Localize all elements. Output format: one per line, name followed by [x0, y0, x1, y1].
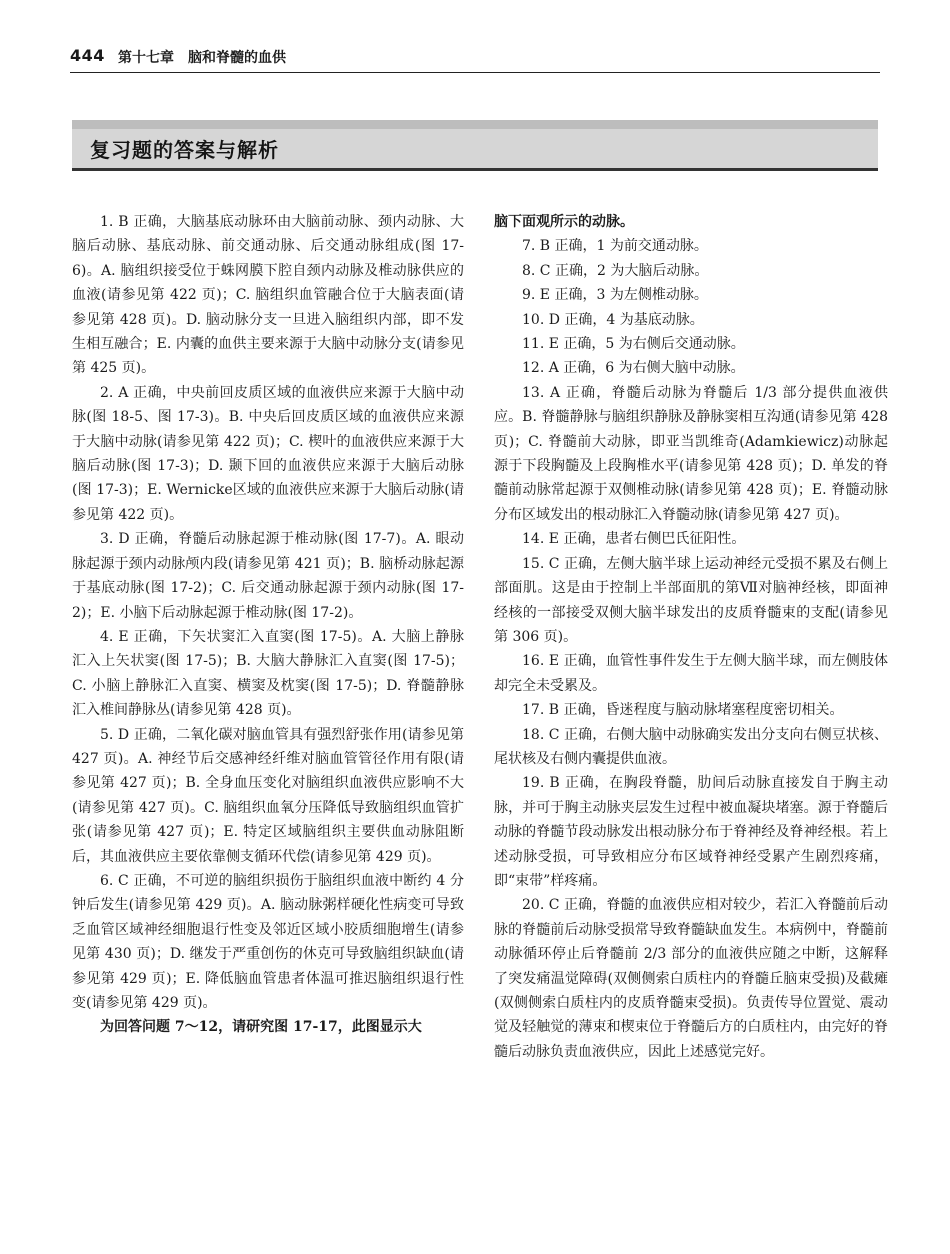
- answer-19: 19. B 正确，在胸段脊髓，肋间后动脉直接发自于胸主动脉，并可于胸主动脉夹层发生过程中被血凝块堵塞。源于脊髓后动脉的脊髓节段动脉发出根动脉分布于脊神经及脊神经根。若上述动脉受损，可导致相应分布区域脊神经受累产生剧烈疼痛，即“束带”样疼痛。: [494, 775, 888, 889]
- answer-15: 15. C 正确，左侧大脑半球上运动神经元受损不累及右侧上部面肌。这是由于控制上半部面肌的第Ⅶ对脑神经核，即面神经核的一部接受双侧大脑半球发出的皮质脊髓束的支配(请参见第 306 页)。: [494, 555, 888, 645]
- question-group-instruction: 为回答问题 7～12，请研究图 17-17，此图显示大: [100, 1019, 422, 1036]
- answer-18: 18. C 正确，右侧大脑中动脉确实发出分支向右侧豆状核、尾状核及右侧内囊提供血液。: [494, 726, 888, 767]
- page-number: 444: [70, 46, 105, 65]
- answer-10: 10. D 正确，4 为基底动脉。: [522, 311, 704, 328]
- answer-13: 13. A 正确，脊髓后动脉为脊髓后 1/3 部分提供血液供应。B. 脊髓静脉与脑组织静脉及静脉窦相互沟通(请参见第 428 页)；C. 脊髓前大动脉，即亚当凯维奇(Adamkiewicz)动脉起源于下段胸髓及上段胸椎水平(请参见第 428 页)；D. 单发的脊髓前动脉常起源于双侧椎动脉(请参见第 428 页)；E. 脊髓动脉分布区域发出的根动脉汇入脊髓动脉(请参见第 427 页)。: [494, 384, 888, 523]
- answer-4: 4. E 正确，下矢状窦汇入直窦(图 17-5)。A. 大脑上静脉汇入上矢状窦(图 17-5)；B. 大脑大静脉汇入直窦(图 17-5)；C. 小脑上静脉汇入直窦、横窦及枕窦(图 17-5)；D. 脊髓静脉汇入椎间静脉丛(请参见第 428 页)。: [72, 628, 464, 719]
- page-header: [70, 46, 880, 73]
- answer-14: 14. E 正确，患者右侧巴氏征阳性。: [522, 531, 746, 548]
- answer-3: 3. D 正确，脊髓后动脉起源于椎动脉(图 17-7)。A. 眼动脉起源于颈内动脉颅内段(请参见第 421 页)；B. 脑桥动脉起源于基底动脉(图 17-2)；C. 后交通动脉起源于颈内动脉(图 17-2)；E. 小脑下后动脉起源于椎动脉(图 17-2)。: [72, 531, 464, 621]
- answer-9: 9. E 正确，3 为左侧椎动脉。: [522, 287, 708, 304]
- chapter-title: 第十七章 脑和脊髓的血供: [118, 50, 286, 66]
- answer-8: 8. C 正确，2 为大脑后动脉。: [522, 262, 709, 279]
- right-column: [494, 210, 888, 1064]
- answer-7: 7. B 正确，1 为前交通动脉。: [522, 238, 708, 255]
- answer-1: 1. B 正确，大脑基底动脉环由大脑前动脉、颈内动脉、大脑后动脉、基底动脉、前交通动脉、后交通动脉组成(图 17-6)。A. 脑组织接受位于蛛网膜下腔自颈内动脉及椎动脉供应的血液(请参见第 422 页)；C. 脑组织血管融合位于大脑表面(请参见第 428 页)。D. 脑动脉分支一旦进入脑组织内部，即不发生相互融合；E. 内囊的血供主要来源于大脑中动脉分支(请参见第 425 页)。: [72, 214, 464, 377]
- answer-20: 20. C 正确，脊髓的血液供应相对较少，若汇入脊髓前后动脉的脊髓前后动脉受损常导致脊髓缺血发生。本病例中，脊髓前动脉循环停止后脊髓前 2/3 部分的血液供应随之中断，这解释了突发痛温觉障碍(双侧侧索白质柱内的脊髓丘脑束受损)及截瘫(双侧侧索白质柱内的皮质脊髓束受损)。负责传导位置觉、震动觉及轻触觉的薄束和楔束位于脊髓后方的白质柱内，由完好的脊髓后动脉负责血液供应，因此上述感觉完好。: [494, 897, 888, 1060]
- section-title: 复习题的答案与解析: [90, 138, 279, 162]
- instruction-continued: 脑下面观所示的动脉。: [494, 214, 634, 230]
- answer-11: 11. E 正确，5 为右侧后交通动脉。: [522, 336, 745, 353]
- answer-12: 12. A 正确，6 为右侧大脑中动脉。: [522, 360, 745, 377]
- section-banner: [72, 120, 878, 171]
- answer-2: 2. A 正确，中央前回皮质区域的血液供应来源于大脑中动脉(图 18-5、图 17-3)。B. 中央后回皮质区域的血液供应来源于大脑中动脉(请参见第 422 页)；C. 楔叶的血液供应来源于大脑后动脉(图 17-3)；D. 颞下回的血液供应来源于大脑后动脉(图 17-3)；E. Wernicke区域的血液供应来源于大脑后动脉(请参见第 422 页)。: [72, 384, 464, 523]
- answer-6: 6. C 正确，不可逆的脑组织损伤于脑组织血液中断约 4 分钟后发生(请参见第 429 页)。A. 脑动脉粥样硬化性病变可导致乏血管区域神经细胞退行性变及邻近区域小胶质细胞增生(请参见第 430 页)；D. 继发于严重创伤的休克可导致脑组织缺血(请参见第 429 页)；E. 降低脑血管患者体温可推迟脑组织退行性变(请参见第 429 页)。: [72, 872, 464, 1011]
- answer-17: 17. B 正确，昏迷程度与脑动脉堵塞程度密切相关。: [522, 702, 844, 719]
- left-column: [72, 210, 464, 1040]
- answer-16: 16. E 正确，血管性事件发生于左侧大脑半球，而左侧肢体却完全未受累及。: [494, 653, 888, 694]
- answer-5: 5. D 正确，二氧化碳对脑血管具有强烈舒张作用(请参见第 427 页)。A. 神经节后交感神经纤维对脑血管管径作用有限(请参见第 427 页)；B. 全身血压变化对脑组织血液供应影响不大(请参见第 427 页)。C. 脑组织血氧分压降低导致脑组织血管扩张(请参见第 427 页)；E. 特定区域脑组织主要供血动脉阻断后，其血液供应主要依靠侧支循环代偿(请参见第 429 页)。: [72, 726, 464, 865]
